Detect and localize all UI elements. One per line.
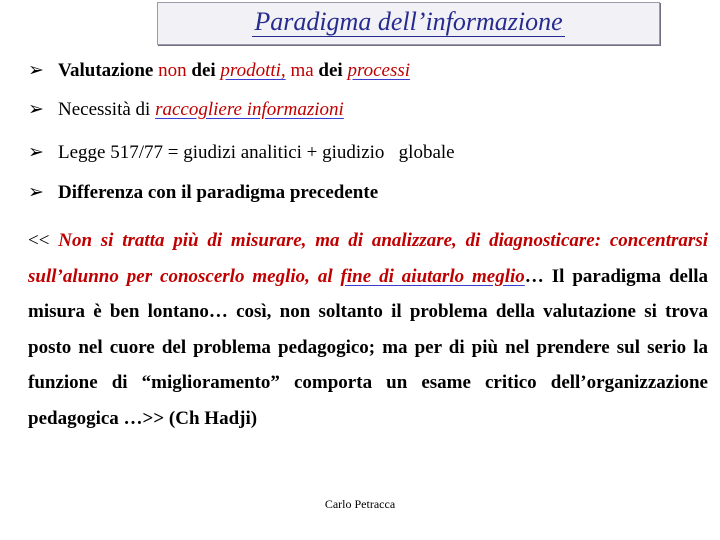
- bullet-text-red: non: [158, 60, 187, 81]
- bullet-text: dei: [186, 60, 221, 81]
- bullet-text-red: ma: [285, 60, 314, 81]
- footer-author: Carlo Petracca: [324, 497, 396, 511]
- arrow-bullet-icon: ➢: [28, 98, 44, 120]
- bullet-text: Valutazione: [58, 60, 159, 81]
- quote-rest: … Il paradigma della misura è ben lontano… così, non soltanto il problema della valutazione si trova posto nel cuore del problema pedagogico; ma per di più nel prendere sul serio la funzione di “miglioramento” comporta un esame critico dell’organizzazione pedagogica …>> (Ch Hadji): [28, 265, 708, 429]
- arrow-bullet-icon: ➢: [28, 181, 44, 203]
- bullet-text-red-italic: processi: [347, 60, 411, 81]
- quote-red-text: Non si tratta più di misurare, ma di analizzare, di diagnosticare: concentrarsi sull’alunno per conoscerlo meglio, al: [28, 230, 708, 287]
- bullet-differenza: [28, 181, 378, 204]
- arrow-bullet-icon: ➢: [28, 141, 44, 163]
- quote-red-underlined: fine di aiutarlo meglio: [340, 265, 525, 287]
- bullet-text: Differenza con il paradigma precedente: [58, 182, 379, 203]
- arrow-bullet-icon: ➢: [28, 59, 44, 81]
- quote-paragraph: [28, 223, 708, 437]
- bullet-necessita: [28, 98, 344, 121]
- bullet-text-red-italic: prodotti,: [220, 60, 286, 81]
- slide-title: Paradigma dell’informazione: [254, 7, 563, 36]
- quote-open: <<: [28, 230, 59, 251]
- bullet-text: Necessità di: [58, 99, 156, 120]
- bullet-valutazione: [28, 59, 410, 82]
- title-box: [157, 2, 660, 45]
- bullet-text-red-italic: raccogliere informazioni: [155, 99, 344, 120]
- bullet-legge: [28, 141, 455, 164]
- bullet-text: Legge 517/77 = giudizi analitici + giudizio globale: [58, 142, 455, 163]
- bullet-text: dei: [313, 60, 348, 81]
